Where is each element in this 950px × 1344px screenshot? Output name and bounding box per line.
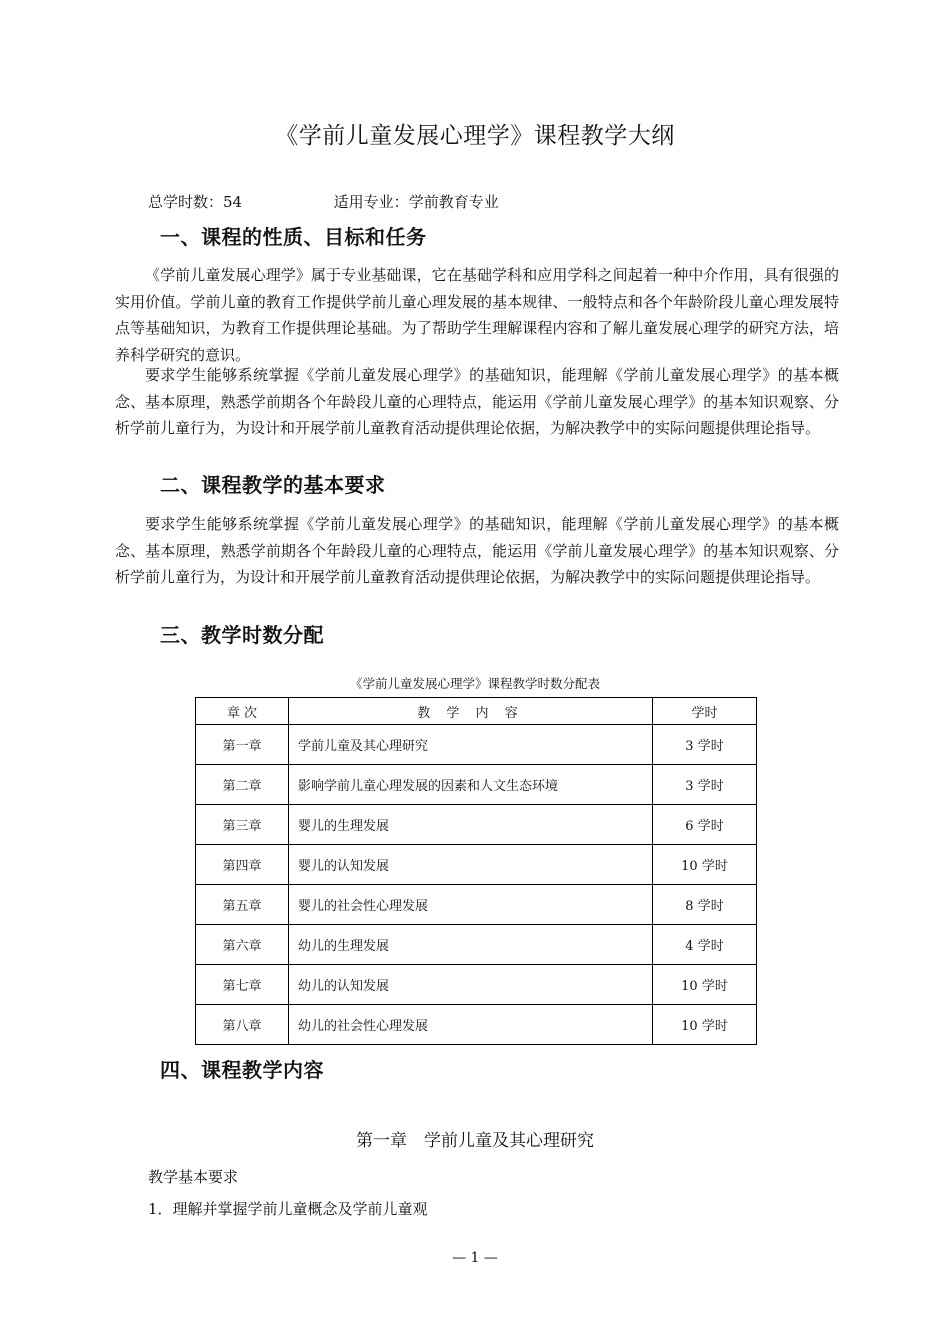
teaching-requirements-subheading: 教学基本要求 [148,1168,239,1186]
cell-content: 影响学前儿童心理发展的因素和人文生态环境 [289,765,653,805]
section1-paragraph-2: 要求学生能够系统掌握《学前儿童发展心理学》的基础知识，能理解《学前儿童发展心理学》的基本概念、基本原理，熟悉学前期各个年龄段儿童的心理特点，能运用《学前儿童发展心理学》的基本知识观察、分析学前儿童行为，为设计和开展学前儿童教育活动提供理论依据，为解决教学中的实际问题提供理论指导。 [115,366,839,437]
section4-heading: 四、课程教学内容 [160,1058,324,1082]
section2-paragraph-1: 要求学生能够系统掌握《学前儿童发展心理学》的基础知识，能理解《学前儿童发展心理学》的基本概念、基本原理，熟悉学前期各个年龄段儿童的心理特点，能运用《学前儿童发展心理学》的基本知识观察、分析学前儿童行为，为设计和开展学前儿童教育活动提供理论依据，为解决教学中的实际问题提供理论指导。 [115,515,839,586]
cell-chapter: 第五章 [196,885,289,925]
cell-content: 婴儿的社会性心理发展 [289,885,653,925]
chapter-title: 第一章 学前儿童及其心理研究 [356,1131,594,1151]
cell-chapter: 第四章 [196,845,289,885]
cell-hours: 3 学时 [653,765,757,805]
page-number: — 1 — [452,1250,498,1266]
cell-hours: 10 学时 [653,1005,757,1045]
major-value: 学前教育专业 [408,193,499,211]
cell-hours: 4 学时 [653,925,757,965]
column-header-chapter: 章 次 [196,698,289,725]
section2-heading: 二、课程教学的基本要求 [160,473,386,497]
table-row [196,765,757,805]
cell-hours: 6 学时 [653,805,757,845]
table-row [196,845,757,885]
table-row [196,805,757,845]
cell-content: 婴儿的生理发展 [289,805,653,845]
column-header-content: 教 学 内 容 [289,698,653,725]
major-label: 适用专业： [333,193,409,211]
cell-chapter: 第一章 [196,725,289,765]
table-caption: 《学前儿童发展心理学》课程教学时数分配表 [349,676,600,691]
section1-paragraph-1: 《学前儿童发展心理学》属于专业基础课，它在基础学科和应用学科之间起着一种中介作用，具有很强的实用价值。学前儿童的教育工作提供学前儿童心理发展的基本规律、一般特点和各个年龄阶段儿童心理发展特点等基础知识，为教育工作提供理论基础。为了帮助学生理解课程内容和了解儿童发展心理学的研究方法，培养科学研究的意识。 [115,266,839,364]
table-row [196,1005,757,1045]
cell-hours: 10 学时 [653,845,757,885]
section1-heading: 一、课程的性质、目标和任务 [160,225,427,249]
cell-chapter: 第七章 [196,965,289,1005]
table-header-row [196,698,757,725]
cell-chapter: 第三章 [196,805,289,845]
section3-heading: 三、教学时数分配 [160,623,324,647]
cell-hours: 3 学时 [653,725,757,765]
total-hours-value: 54 [223,193,243,211]
document-title: 《学前儿童发展心理学》课程教学大纲 [275,123,675,149]
table-row [196,925,757,965]
total-hours-label: 总学时数： [148,193,224,211]
cell-content: 婴儿的认知发展 [289,845,653,885]
table-row [196,885,757,925]
cell-content: 幼儿的生理发展 [289,925,653,965]
cell-hours: 10 学时 [653,965,757,1005]
cell-chapter: 第八章 [196,1005,289,1045]
cell-hours: 8 学时 [653,885,757,925]
table-row [196,965,757,1005]
table-row [196,725,757,765]
cell-chapter: 第六章 [196,925,289,965]
cell-chapter: 第二章 [196,765,289,805]
cell-content: 幼儿的认知发展 [289,965,653,1005]
requirement-item-1: 1．理解并掌握学前儿童概念及学前儿童观 [148,1200,428,1218]
cell-content: 学前儿童及其心理研究 [289,725,653,765]
cell-content: 幼儿的社会性心理发展 [289,1005,653,1045]
hours-table [195,697,757,1045]
course-meta [148,191,499,212]
column-header-hours: 学时 [653,698,757,725]
